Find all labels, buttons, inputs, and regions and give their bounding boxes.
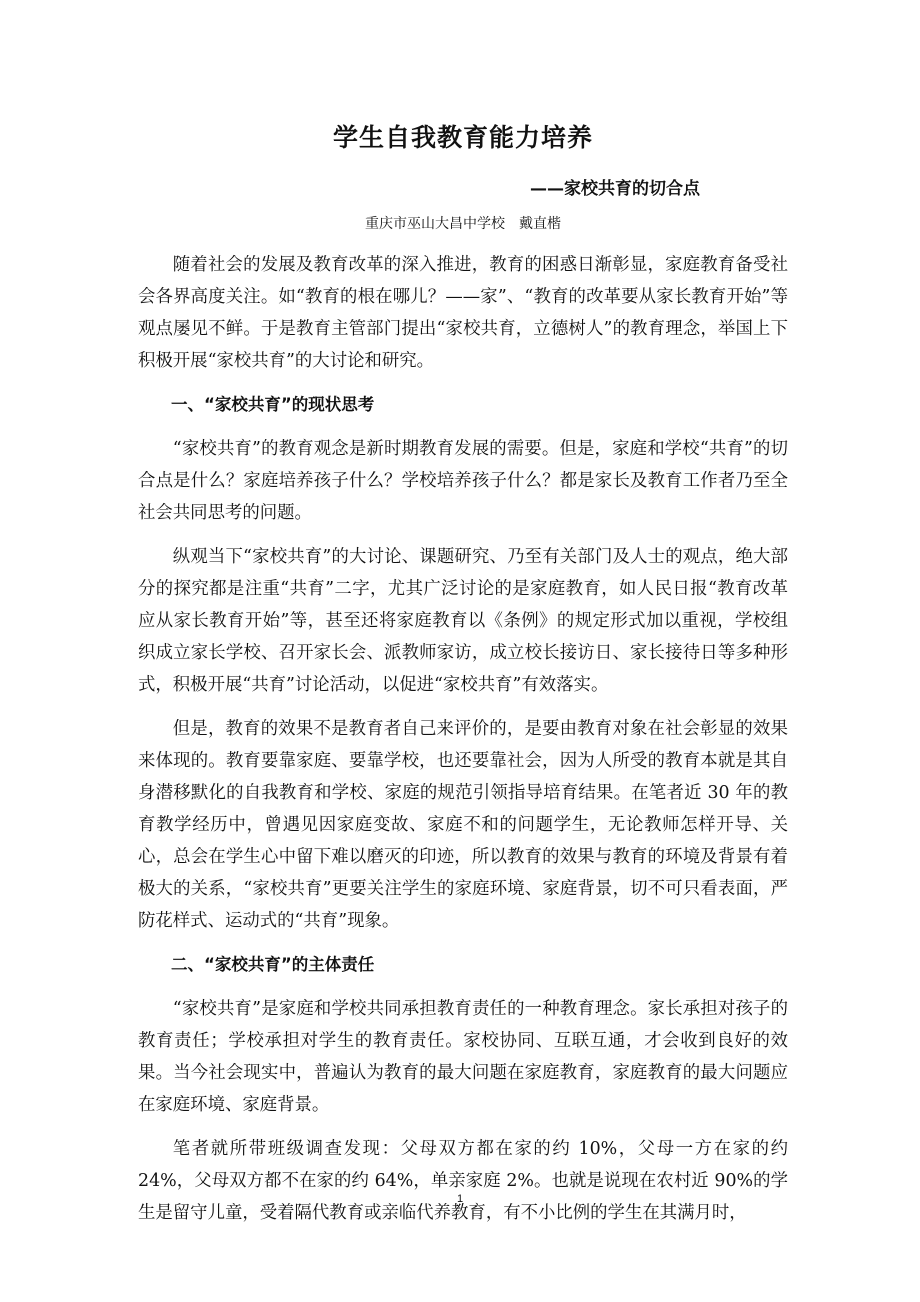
- section-heading: 二、“家校共育”的主体责任: [171, 955, 375, 974]
- page-number: 1: [456, 1193, 464, 1205]
- paragraph: 纵观当下“家校共育”的大讨论、课题研究、乃至有关部门及人士的观点，绝大部分的探究都是注重“共育”二字，尤其广泛讨论的是家庭教育，如人民日报“教育改革应从家长教育开始”等，甚至还将家庭教育以《条例》的规定形式加以重视，学校组织成立家长学校、召开家长会、派教师家访，成立校长接访日、家长接待日等多种形式，积极开展“共育”讨论活动，以促进“家校共育”有效落实。: [138, 547, 788, 695]
- paragraph: “家校共育”是家庭和学校共同承担教育责任的一种教育理念。家长承担对孩子的教育责任；学校承担对学生的教育责任。家校协同、互联互通，才会收到良好的效果。当今社会现实中，普遍认为教育的最大问题在家庭教育，家庭教育的最大问题应在家庭环境、家庭背景。: [138, 999, 788, 1115]
- paragraph: 但是，教育的效果不是教育者自己来评价的，是要由教育对象在社会彰显的效果来体现的。教育要靠家庭、要靠学校，也还要靠社会，因为人所受的教育本就是其自身潜移默化的自我教育和学校、家庭的规范引领指导培育结果。在笔者近 30 年的教育教学经历中，曾遇见因家庭变故、家庭不和的问题学生，无论教师怎样开导、关心，总会在学生心中留下难以磨灭的印迹，所以教育的效果与教育的环境及背景有着极大的关系，“家校共育”更要关注学生的家庭环境、家庭背景，切不可只看表面，严防花样式、运动式的“共育”现象。: [138, 719, 788, 931]
- document-title: 学生自我教育能力培养: [332, 123, 593, 152]
- paragraph: 随着社会的发展及教育改革的深入推进，教育的困惑日渐彰显，家庭教育备受社会各界高度关注。如“教育的根在哪儿？——家”、“教育的改革要从家长教育开始”等观点屡见不鲜。于是教育主管部门提出“家校共育，立德树人”的教育理念，举国上下积极开展“家校共育”的大讨论和研究。: [138, 255, 788, 371]
- document-subtitle: ——家校共育的切合点: [530, 179, 700, 199]
- paragraph: “家校共育”的教育观念是新时期教育发展的需要。但是，家庭和学校“共育”的切合点是什么？家庭培养孩子什么？学校培养孩子什么？都是家长及教育工作者乃至全社会共同思考的问题。: [138, 439, 788, 523]
- paragraph: 笔者就所带班级调查发现：父母双方都在家的约 10%，父母一方在家的约 24%，父母双方都不在家的约 64%，单亲家庭 2%。也就是说现在农村近 90%的学生是留守儿童，受着隔代教育或亲临代养教育，有不小比例的学生在其满月时，: [138, 1139, 788, 1223]
- document-body: [138, 249, 788, 1241]
- author-line: 重庆市巫山大昌中学校 戴直楷: [365, 216, 561, 232]
- section-heading: 一、“家校共育”的现状思考: [171, 395, 375, 414]
